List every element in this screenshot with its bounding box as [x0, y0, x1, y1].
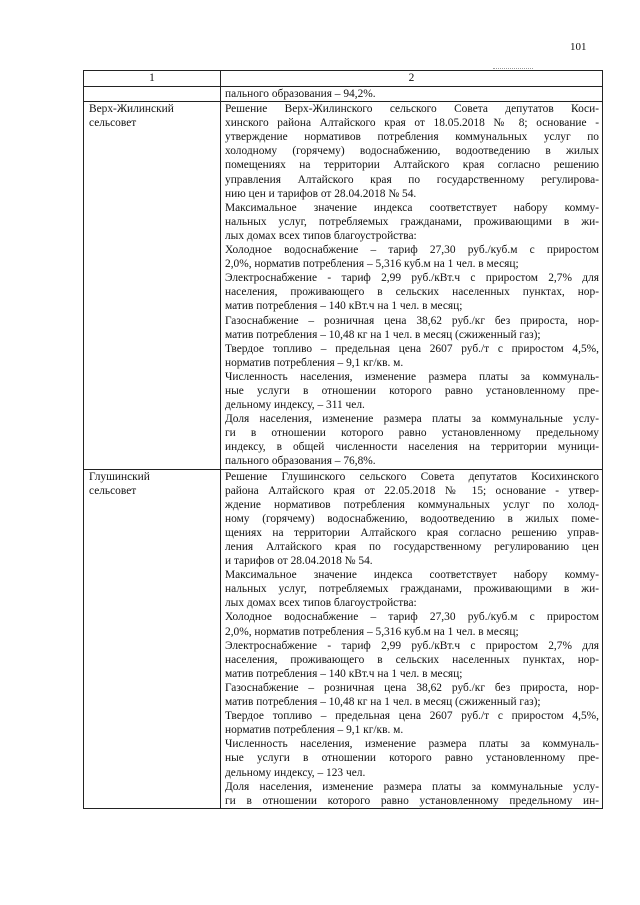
text-line: населения, проживающего в сельских населенных пунктах, нор- — [225, 653, 599, 666]
text-line: норматив потребления – 9,1 кг/кв. м. — [225, 356, 404, 369]
settlement-details-cell — [221, 469, 603, 808]
text-line: Электроснабжение - тариф 2,99 руб./кВт.ч с приростом 2,7% для — [225, 272, 599, 285]
settlement-name-cell — [84, 469, 221, 808]
settlement-type: сельсовет — [89, 117, 137, 130]
text-line: матив потребления – 140 кВт.ч на 1 чел. в месяц; — [225, 300, 463, 313]
text-line: нальных услуг, потребляемых гражданами, проживающими в жи- — [225, 215, 599, 228]
settlement-name: Верх-Жилинский — [89, 103, 174, 116]
text-line: Твердое топливо – предельная цена 2607 руб./т с приростом 4,5%, — [225, 342, 599, 355]
text-line: Твердое топливо – предельная цена 2607 руб./т с приростом 4,5%, — [225, 710, 599, 723]
text-line: Численность населения, изменение размера платы за коммуналь- — [225, 370, 599, 383]
text-line: Газоснабжение – розничная цена 38,62 руб./кг без прироста, нор- — [225, 314, 599, 327]
text-line: дельному индексу, – 123 чел. — [225, 766, 366, 779]
text-line: лых домах всех типов благоустройства: — [225, 229, 417, 242]
text-line: ги в отношении которого равно установленному предельному ин- — [225, 794, 599, 807]
settlement-name-cell — [84, 102, 221, 469]
text-line: Максимальное значение индекса соответствует набору комму- — [225, 569, 599, 582]
continuation-empty-cell — [84, 87, 221, 102]
text-line: Численность населения, изменение размера платы за коммуналь- — [225, 738, 599, 751]
settlement-type: сельсовет — [89, 484, 137, 497]
text-line: Доля населения, изменение размера платы за коммунальные услу- — [225, 413, 599, 426]
text-line: ному (горячему) водоснабжению, водоотведению в жилых поме- — [225, 512, 599, 525]
settlement-name: Глушинский — [89, 470, 150, 483]
text-line: Газоснабжение – розничная цена 38,62 руб./кг без прироста, нор- — [225, 681, 599, 694]
text-line: района Алтайского края от 22.05.2018 № 15; основание - утвер- — [225, 484, 599, 497]
header-col-1: 1 — [84, 71, 221, 87]
settlement-details-cell — [221, 102, 603, 469]
text-line: ления Алтайского края по государственному регулированию цен — [225, 541, 599, 553]
text-line: управления Алтайского края по государственному регулирова- — [225, 173, 599, 186]
continuation-cell — [221, 87, 603, 102]
table-row — [84, 102, 603, 469]
text-line: утверждение нормативов потребления коммунальных услуг по — [225, 131, 599, 144]
text-line: 2,0%, норматив потребления – 5,316 куб.м на 1 чел. в месяц; — [225, 625, 519, 638]
text-line: и тарифов от 28.04.2018 № 54. — [225, 555, 373, 568]
continuation-row — [84, 87, 603, 102]
text-line: Решение Глушинского сельского Совета депутатов Косихинского — [225, 470, 599, 483]
text-line: пального образования – 76,8%. — [225, 455, 376, 468]
text-line: ги в отношении которого равно установленному предельному — [225, 427, 599, 440]
text-line: матив потребления – 140 кВт.ч на 1 чел. в месяц; — [225, 667, 463, 680]
text-line: лых домах всех типов благоустройства: — [225, 597, 417, 610]
scan-mark — [493, 68, 533, 69]
document-table — [83, 70, 603, 809]
text-line: матив потребления – 10,48 кг на 1 чел. в месяц (сжиженный газ); — [225, 328, 541, 341]
text-line: норматив потребления – 9,1 кг/кв. м. — [225, 724, 404, 737]
text-line: ждение нормативов потребления коммунальных услуг по холод- — [225, 498, 599, 511]
text-line: 2,0%, норматив потребления – 5,316 куб.м на 1 чел. в месяц; — [225, 258, 519, 271]
text-line: Электроснабжение - тариф 2,99 руб./кВт.ч с приростом 2,7% для — [225, 639, 599, 652]
text-line: Холодное водоснабжение – тариф 27,30 руб./куб.м с приростом — [225, 611, 599, 624]
text-line: дельному индексу, – 311 чел. — [225, 399, 365, 412]
header-col-2: 2 — [221, 71, 603, 87]
text-line: помещениях на территории Алтайского края согласно решению — [225, 159, 599, 172]
page-number: 101 — [570, 41, 587, 53]
text-line: нию цен и тарифов от 28.04.2018 № 54. — [225, 187, 417, 200]
text-line: щениях на территории Алтайского края согласно решению управ- — [225, 526, 599, 539]
text-line: Решение Верх-Жилинского сельского Совета депутатов Коси- — [225, 103, 599, 116]
text-line: хинского района Алтайского края от 18.05.2018 № 8; основание - — [225, 117, 599, 130]
text-line: индексу, в общей численности населения на территории муници- — [225, 441, 599, 454]
table-row — [84, 469, 603, 808]
text-line: ные услуги в отношении которого равно установленному пре- — [225, 384, 599, 397]
text-line: населения, проживающего в сельских населенных пунктах, нор- — [225, 286, 599, 299]
text-line: ные услуги в отношении которого равно установленному пре- — [225, 752, 599, 765]
text-line: нальных услуг, потребляемых гражданами, проживающими в жи- — [225, 583, 599, 596]
text-line: Доля населения, изменение размера платы за коммунальные услу- — [225, 780, 599, 793]
text-line: Максимальное значение индекса соответствует набору комму- — [225, 201, 599, 214]
text-line: матив потребления – 10,48 кг на 1 чел. в месяц (сжиженный газ); — [225, 696, 541, 709]
text-line: Холодное водоснабжение – тариф 27,30 руб./куб.м с приростом — [225, 244, 599, 257]
continuation-text: пального образования – 94,2%. — [225, 88, 376, 100]
table-header-row — [84, 71, 603, 87]
text-line: холодному (горячему) водоснабжению, водоотведению в жилых — [225, 145, 599, 158]
